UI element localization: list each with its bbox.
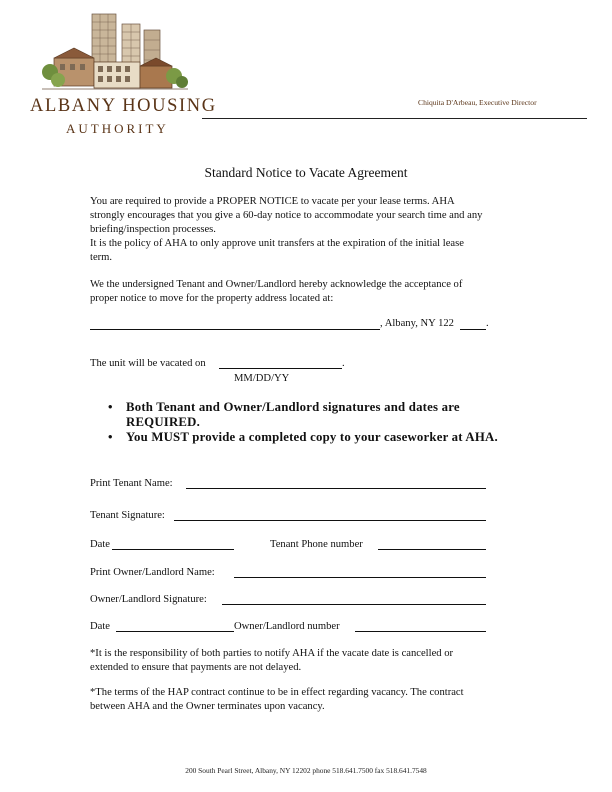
note-line: *It is the responsibility of both parties to notify AHA if the vacate date is cancelled or — [90, 648, 454, 659]
tenant-phone-label: Tenant Phone number — [270, 539, 363, 550]
owner-number-field[interactable] — [355, 631, 486, 632]
date-label: Date — [90, 539, 110, 550]
list-item-text: REQUIRED. — [126, 415, 200, 429]
owner-date-field[interactable] — [116, 631, 234, 632]
owner-signature-label: Owner/Landlord Signature: — [90, 594, 207, 605]
tenant-date-field[interactable] — [112, 549, 234, 550]
vacate-label: The unit will be vacated on — [90, 358, 206, 369]
vacate-end: . — [342, 358, 345, 369]
tenant-name-field[interactable] — [186, 488, 486, 489]
note-cancellation — [90, 647, 453, 675]
page-title: Standard Notice to Vacate Agreement — [204, 165, 408, 180]
intro-line: It is the policy of AHA to only approve unit transfers at the expiration of the initial lease — [90, 238, 464, 249]
footer-contact: 200 South Pearl Street, Albany, NY 12202 phone 518.641.7500 fax 518.641.7548 — [185, 766, 427, 775]
intro-line: You are required to provide a PROPER NOTICE to vacate per your lease terms. AHA — [90, 196, 455, 207]
note-line: between AHA and the Owner terminates upon vacancy. — [90, 701, 325, 712]
bullet-icon: • — [108, 430, 113, 444]
list-item-text: You MUST provide a completed copy to your caseworker at AHA. — [126, 430, 498, 444]
list-item — [108, 430, 498, 445]
owner-name-field[interactable] — [234, 577, 486, 578]
header-divider — [202, 118, 587, 119]
tenant-signature-field[interactable] — [174, 520, 486, 521]
address-field[interactable] — [90, 329, 380, 330]
intro-paragraph — [90, 195, 482, 265]
albany-buildings-logo-icon — [40, 10, 190, 95]
owner-signature-field[interactable] — [222, 604, 486, 605]
org-subtitle: AUTHORITY — [66, 121, 169, 136]
list-item-text: Both Tenant and Owner/Landlord signatures and dates are — [126, 400, 460, 414]
tenant-phone-field[interactable] — [378, 549, 486, 550]
org-name: ALBANY HOUSING — [30, 96, 217, 116]
note-hap-contract — [90, 686, 464, 714]
address-end: . — [486, 318, 489, 329]
acknowledge-line: We the undersigned Tenant and Owner/Landlord hereby acknowledge the acceptance of — [90, 279, 463, 290]
vacate-date-field[interactable] — [219, 368, 342, 369]
requirements-list — [108, 400, 498, 445]
tenant-signature-label: Tenant Signature: — [90, 510, 165, 521]
tenant-name-label: Print Tenant Name: — [90, 478, 173, 489]
note-line: *The terms of the HAP contract continue to be in effect regarding vacancy. The contract — [90, 687, 464, 698]
owner-name-label: Print Owner/Landlord Name: — [90, 567, 215, 578]
owner-number-label: Owner/Landlord number — [234, 621, 340, 632]
date-format-hint: MM/DD/YY — [234, 373, 290, 384]
list-item — [108, 400, 498, 430]
acknowledge-line: proper notice to move for the property address located at: — [90, 293, 334, 304]
date-label: Date — [90, 621, 110, 632]
director-line: Chiquita D'Arbeau, Executive Director — [418, 98, 537, 107]
zip-suffix-field[interactable] — [460, 329, 486, 330]
note-line: extended to ensure that payments are not delayed. — [90, 662, 302, 673]
intro-line: briefing/inspection processes. — [90, 224, 216, 235]
acknowledge-paragraph — [90, 278, 462, 306]
intro-line: term. — [90, 252, 113, 263]
intro-line: strongly encourages that you give a 60-day notice to accommodate your search time and any — [90, 210, 483, 221]
bullet-icon: • — [108, 400, 113, 414]
address-city-text: , Albany, NY 122 — [380, 318, 454, 329]
